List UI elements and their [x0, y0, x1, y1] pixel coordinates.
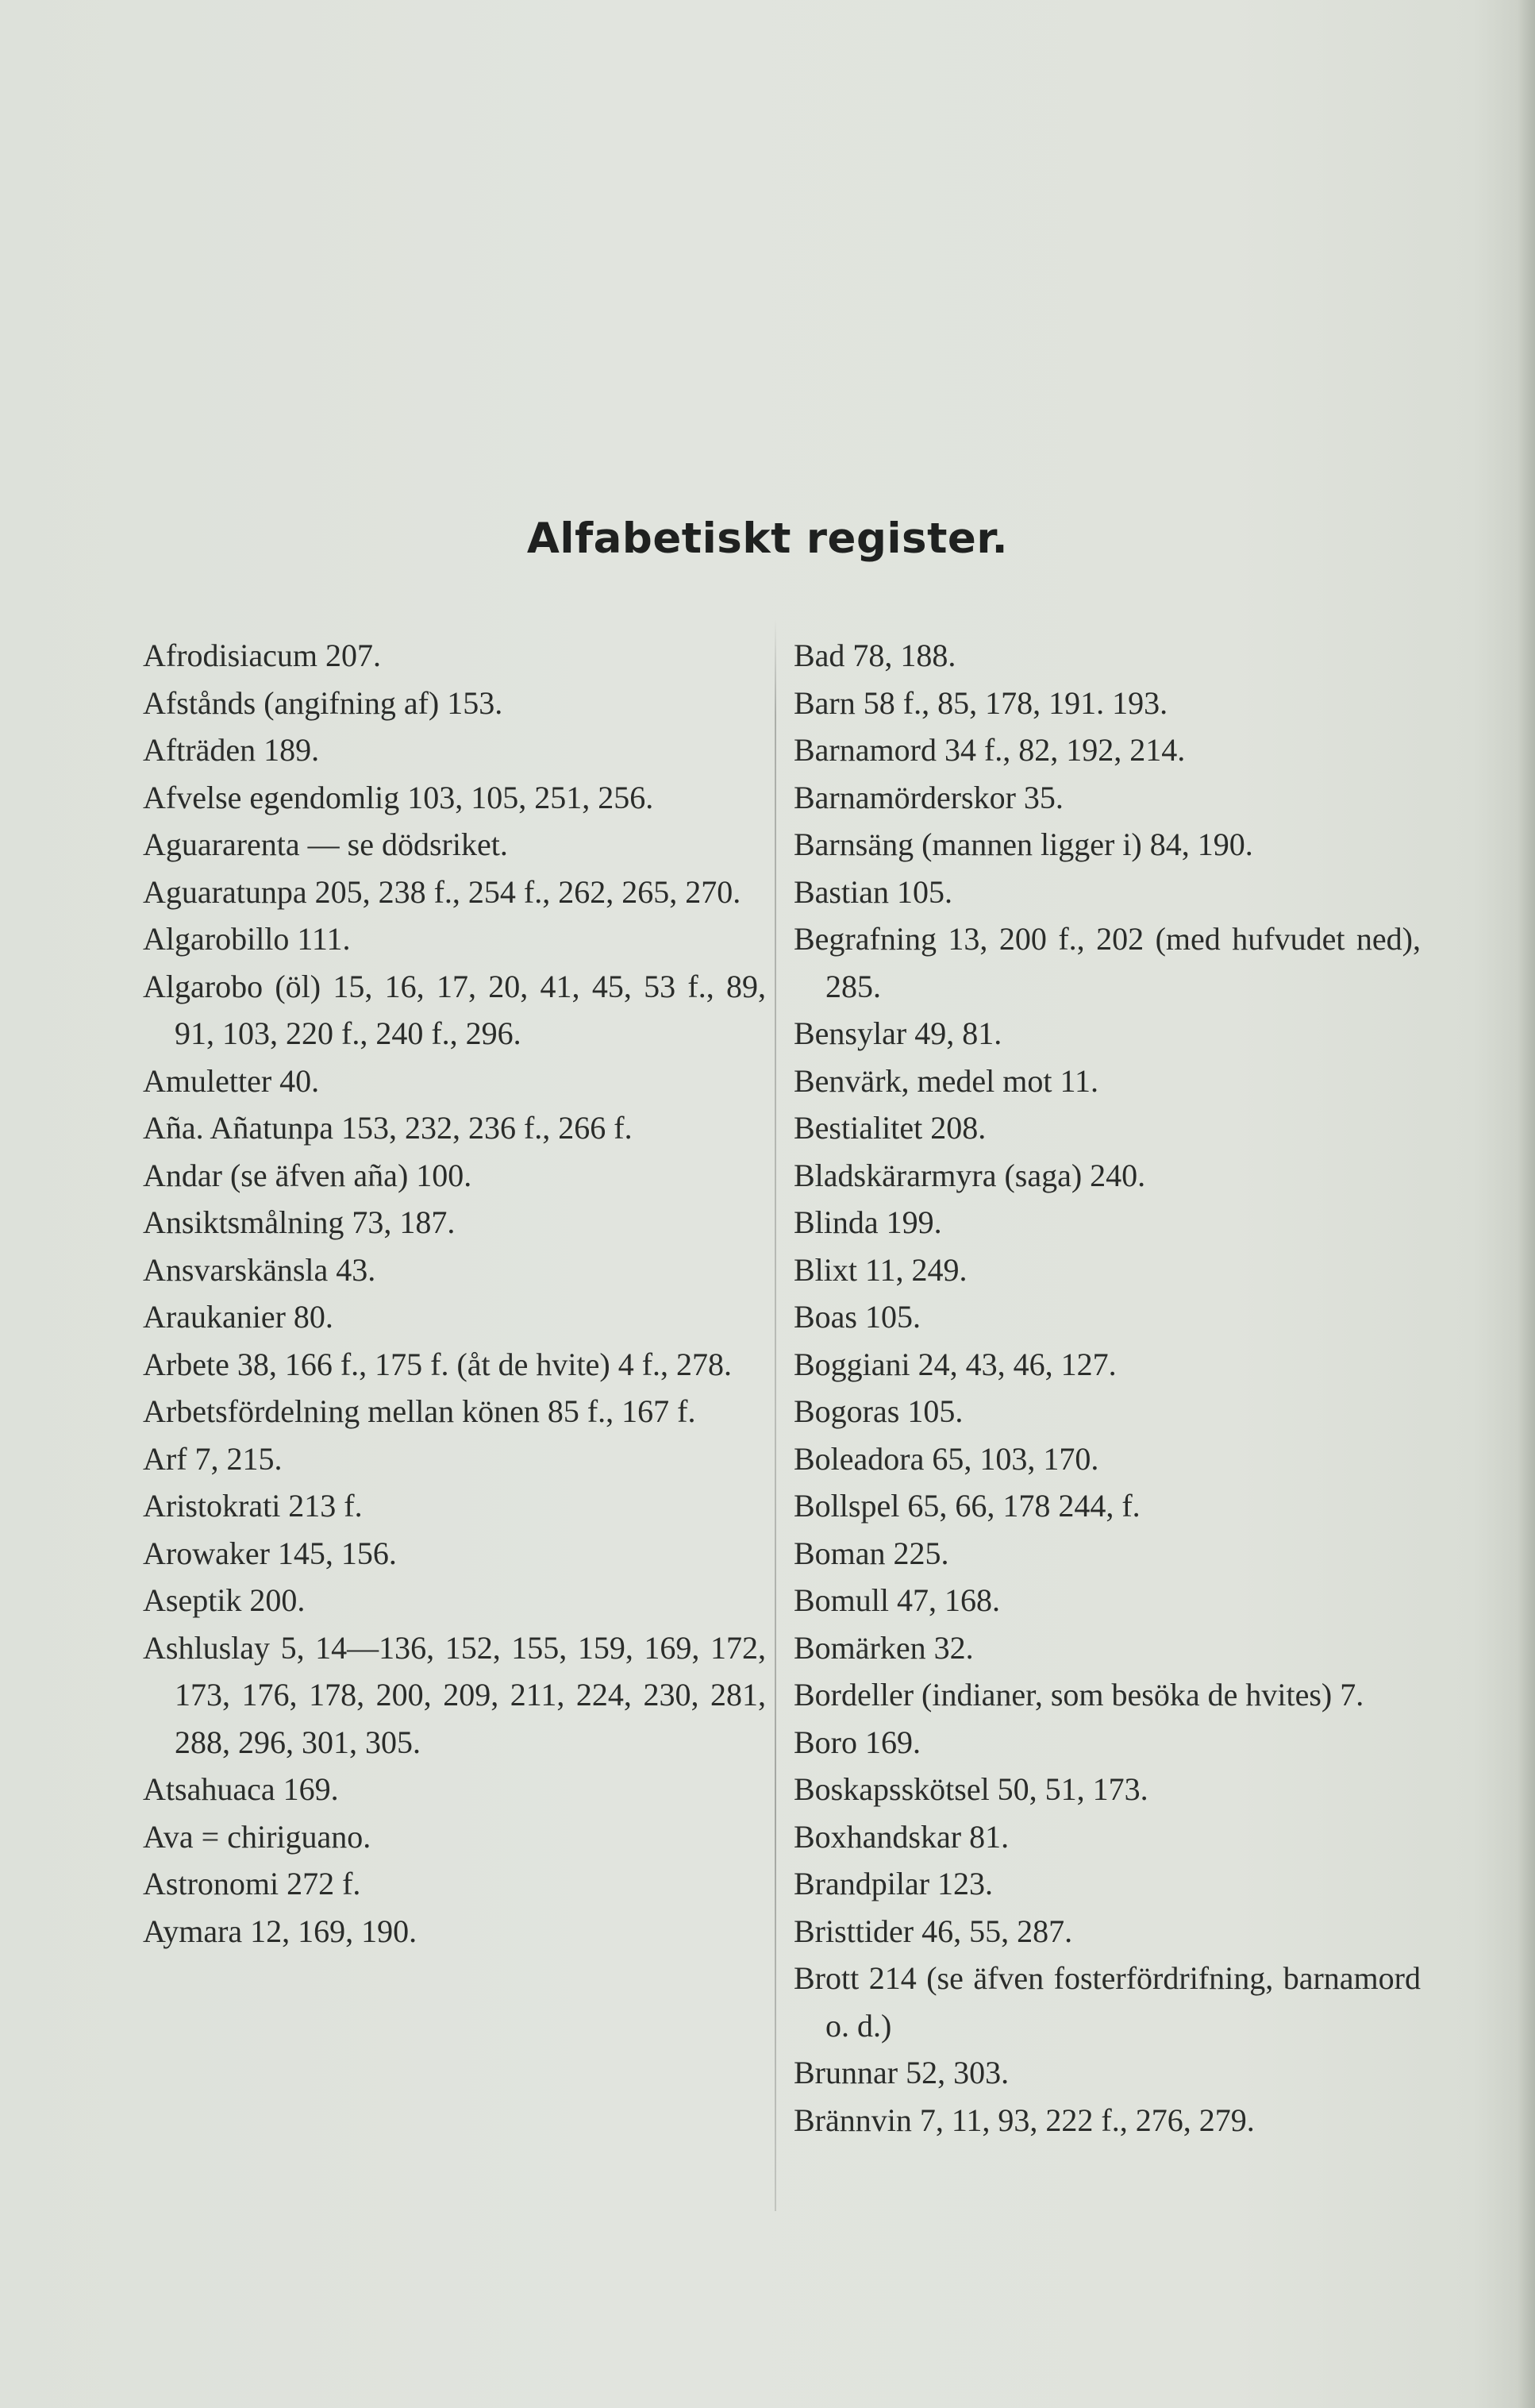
index-entry: Andar (se äfven aña) 100.	[143, 1157, 472, 1193]
index-entry: Arf 7, 215.	[143, 1440, 283, 1477]
index-entry: Barnamord 34 f., 82, 192, 214.	[794, 732, 1186, 768]
index-entry: Arbete 38, 166 f., 175 f. (åt de hvite) 4 f., 278.	[143, 1346, 733, 1382]
index-entry: Bordeller (indianer, som besöka de hvites) 7.	[794, 1677, 1364, 1713]
index-entry: Ava = chiriguano.	[143, 1818, 371, 1855]
index-entry: Aseptik 200.	[143, 1582, 306, 1618]
index-entry: Amuletter 40.	[143, 1062, 320, 1099]
index-entry: Bollspel 65, 66, 178 244, f.	[794, 1488, 1141, 1524]
index-entry: Arowaker 145, 156.	[143, 1535, 397, 1571]
index-entry: Aguaratunpa 205, 238 f., 254 f., 262, 265, 270.	[143, 873, 741, 910]
index-entry: Ansiktsmålning 73, 187.	[143, 1204, 456, 1240]
index-entry: Bogoras 105.	[794, 1393, 964, 1429]
index-entry: Bladskärarmyra (saga) 240.	[794, 1157, 1146, 1193]
index-entry: Blixt 11, 249.	[794, 1251, 968, 1288]
index-entry: Boleadora 65, 103, 170.	[794, 1440, 1099, 1477]
index-entry: Boskapsskötsel 50, 51, 173.	[794, 1771, 1148, 1807]
index-entry: Arbetsfördelning mellan könen 85 f., 167 f.	[143, 1393, 696, 1429]
index-entry: Boman 225.	[794, 1535, 949, 1571]
index-entry: Afrodisiacum 207.	[143, 638, 381, 673]
page-title: Alfabetiskt register.	[526, 514, 1009, 563]
index-entry: Afvelse egendomlig 103, 105, 251, 256.	[143, 779, 654, 815]
index-entry: Aymara 12, 169, 190.	[143, 1913, 417, 1949]
index-entry: Brott 214 (se äfven fosterfördrifning, barnamord o. d.)	[794, 1960, 1421, 2044]
index-entry: Brännvin 7, 11, 93, 222 f., 276, 279.	[794, 2102, 1255, 2138]
index-column-right	[794, 632, 1421, 2144]
index-entry: Bensylar 49, 81.	[794, 1015, 1002, 1051]
page-edge-shadow	[1518, 0, 1535, 2408]
index-entry: Ansvarskänsla 43.	[143, 1251, 376, 1288]
index-entry: Ashluslay 5, 14—136, 152, 155, 159, 169, 172, 173, 176, 178, 200, 209, 211, 224, 230, 281, 288, 296, 301, 305.	[143, 1629, 766, 1760]
index-entry: Brandpilar 123.	[794, 1866, 994, 1901]
index-entry: Aristokrati 213 f.	[143, 1488, 363, 1524]
index-entry: Blinda 199.	[794, 1204, 942, 1240]
index-entry: Algarobo (öl) 15, 16, 17, 20, 41, 45, 53 f., 89, 91, 103, 220 f., 240 f., 296.	[143, 968, 766, 1051]
index-entry: Bomärken 32.	[794, 1629, 974, 1666]
index-entry: Bristtider 46, 55, 287.	[794, 1913, 1073, 1949]
index-entry: Algarobillo 111.	[143, 921, 351, 957]
index-entry: Boxhandskar 81.	[794, 1818, 1010, 1855]
index-entry: Aguararenta — se dödsriket.	[143, 826, 508, 862]
index-entry: Araukanier 80.	[143, 1299, 333, 1335]
index-entry: Atsahuaca 169.	[143, 1771, 339, 1807]
index-entry: Bomull 47, 168.	[794, 1582, 1001, 1618]
index-entry: Afträden 189.	[143, 732, 320, 768]
index-entry: Bad 78, 188.	[794, 638, 956, 673]
index-entry: Barn 58 f., 85, 178, 191. 193.	[794, 684, 1168, 721]
index-entry: Aña. Añatunpa 153, 232, 236 f., 266 f.	[143, 1110, 633, 1146]
index-entry: Boas 105.	[794, 1299, 921, 1335]
index-entry: Barnsäng (mannen ligger i) 84, 190.	[794, 826, 1253, 862]
index-entry: Barnamörderskor 35.	[794, 779, 1064, 815]
index-entry: Brunnar 52, 303.	[794, 2055, 1010, 2090]
index-entry: Boro 169.	[794, 1724, 921, 1760]
column-divider	[775, 619, 776, 2211]
index-entry: Begrafning 13, 200 f., 202 (med hufvudet ned), 285.	[794, 921, 1421, 1004]
index-entry: Afstånds (angifning af) 153.	[143, 684, 503, 721]
index-column-left	[143, 632, 766, 1955]
index-entry: Astronomi 272 f.	[143, 1866, 361, 1901]
index-entry: Bestialitet 208.	[794, 1110, 987, 1146]
index-entry: Benvärk, medel mot 11.	[794, 1062, 1098, 1099]
index-entry: Bastian 105.	[794, 873, 952, 910]
index-entry: Boggiani 24, 43, 46, 127.	[794, 1346, 1117, 1382]
